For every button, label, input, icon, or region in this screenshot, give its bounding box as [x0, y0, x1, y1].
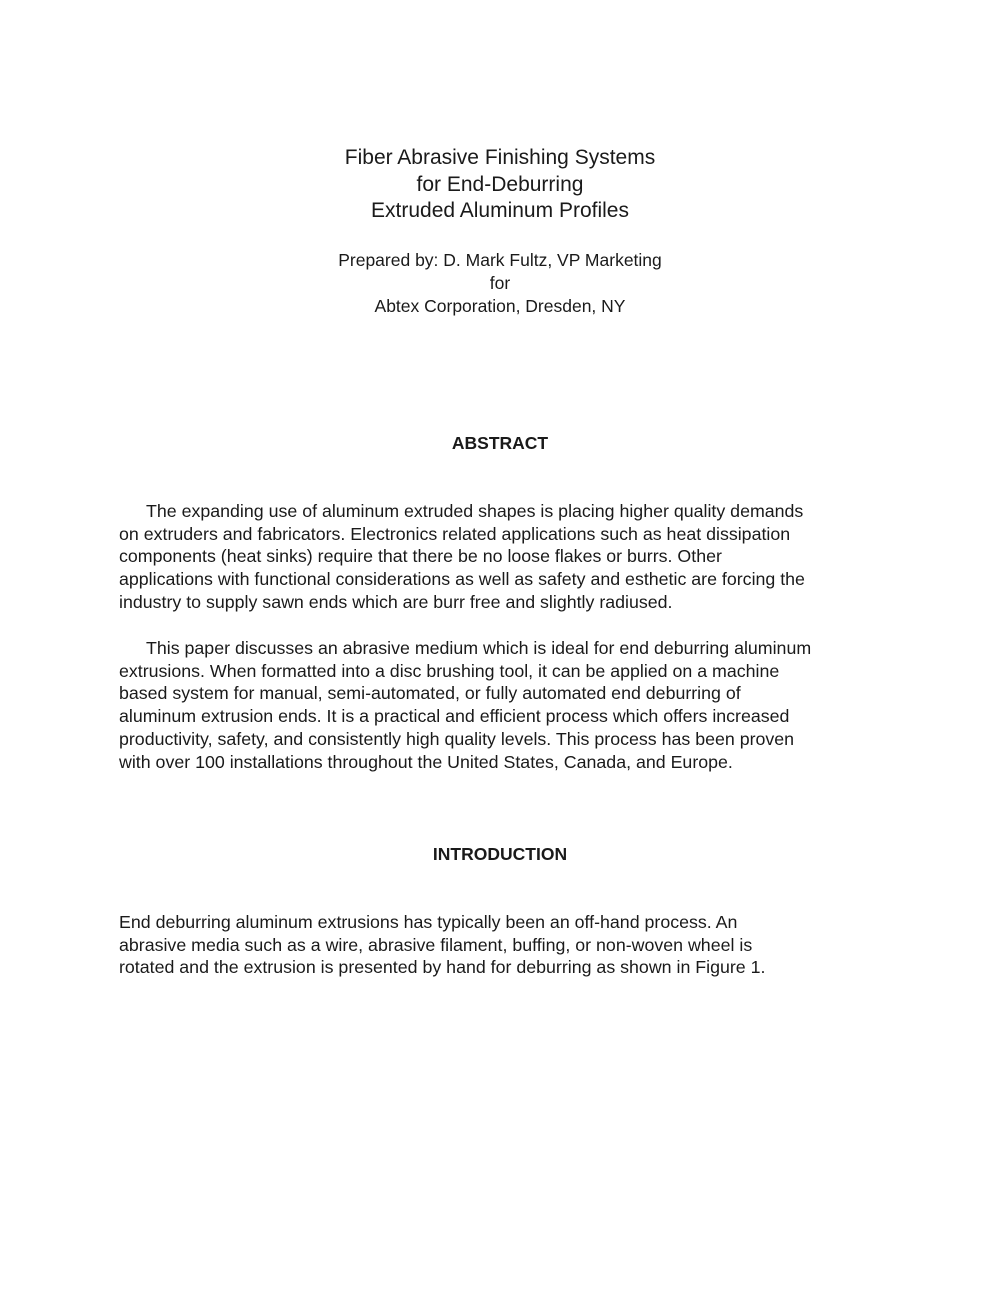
paragraph-line: aluminum extrusion ends. It is a practical and efficient process which offers increased: [119, 706, 790, 727]
paragraph-line: based system for manual, semi-automated, or fully automated end deburring of: [119, 683, 741, 704]
byline-line: Prepared by: D. Mark Fultz, VP Marketing: [338, 250, 662, 270]
paper-title: [0, 145, 1000, 225]
paragraph-line: on extruders and fabricators. Electronics related applications such as heat dissipation: [119, 523, 791, 544]
byline: [0, 249, 1000, 318]
paragraph-line: components (heat sinks) require that there be no loose flakes or burrs. Other: [119, 546, 722, 567]
paragraph-line: extrusions. When formatted into a disc brushing tool, it can be applied on a machine: [119, 660, 780, 681]
abstract-paragraph-2: [119, 637, 811, 773]
paragraph-line: End deburring aluminum extrusions has typically been an off-hand process. An: [119, 912, 738, 932]
title-line: Fiber Abrasive Finishing Systems: [344, 146, 656, 169]
paragraph-line: rotated and the extrusion is presented by hand for deburring as shown in Figure 1.: [119, 957, 766, 978]
byline-line: Abtex Corporation, Dresden, NY: [374, 296, 626, 316]
byline-line: for: [489, 273, 511, 293]
introduction-paragraph-1: [119, 911, 765, 979]
paragraph-line: productivity, safety, and consistently high quality levels. This process has been proven: [119, 728, 795, 749]
abstract-paragraph-1: [119, 500, 805, 614]
abstract-heading: ABSTRACT: [451, 433, 549, 453]
title-line: Extruded Aluminum Profiles: [371, 199, 629, 222]
paragraph-line: The expanding use of aluminum extruded shapes is placing higher quality demands: [146, 501, 804, 521]
paragraph-line: with over 100 installations throughout the United States, Canada, and Europe.: [119, 751, 733, 772]
introduction-heading: INTRODUCTION: [432, 844, 568, 864]
paragraph-line: abrasive media such as a wire, abrasive filament, buffing, or non-woven wheel is: [119, 934, 753, 955]
paragraph-line: This paper discusses an abrasive medium which is ideal for end deburring aluminum: [146, 638, 812, 658]
paragraph-line: applications with functional considerations as well as safety and esthetic are forcing the: [119, 569, 805, 590]
paragraph-line: industry to supply sawn ends which are burr free and slightly radiused.: [119, 591, 673, 612]
title-line: for End-Deburring: [416, 172, 584, 196]
